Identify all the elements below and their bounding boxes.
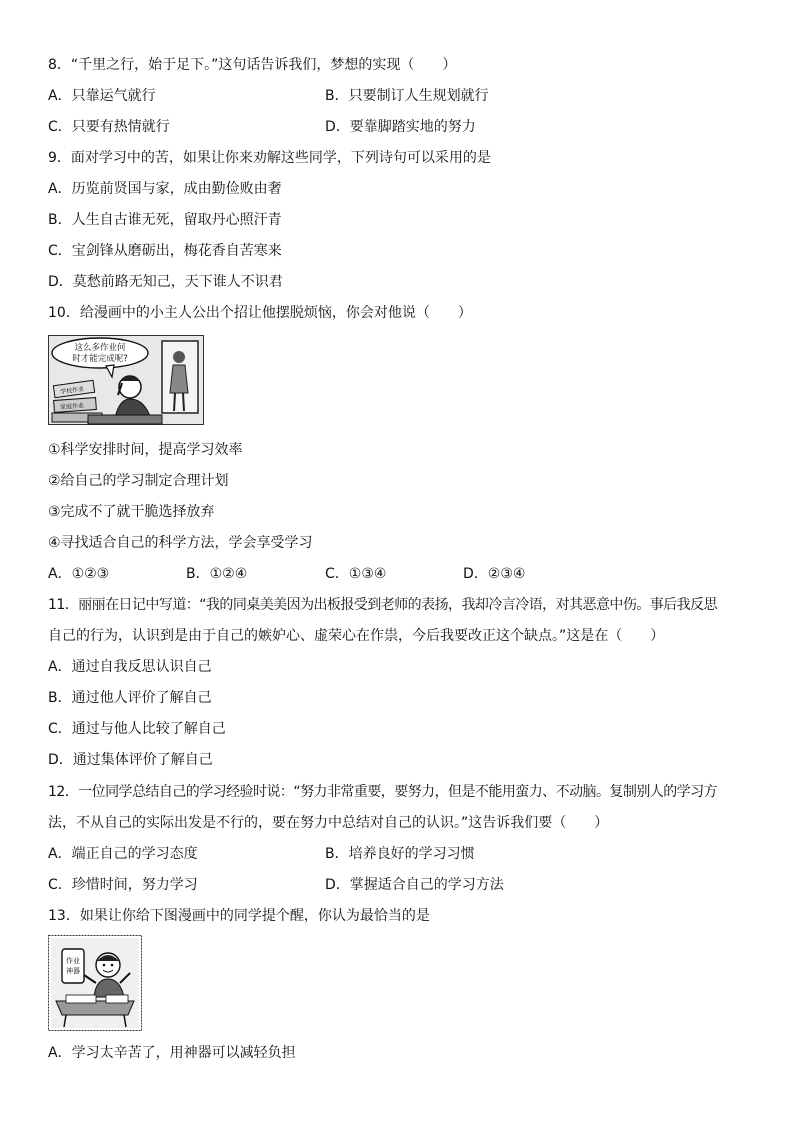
q8-option-c: C．只要有热情就行 (48, 119, 170, 135)
q12-option-a: A．端正自己的学习态度 (48, 846, 198, 862)
bubble-text-2: 时才能完成呢? (72, 354, 128, 364)
q10-option-d: D．②③④ (463, 566, 526, 582)
q13-option-a: A．学习太辛苦了，用神器可以减轻负担 (48, 1045, 296, 1061)
q8-option-b: B．只要制订人生规划就行 (325, 88, 489, 104)
q11-option-d: D．通过集体评价了解自己 (48, 752, 213, 768)
q10-stem: 10．给漫画中的小主人公出个招让他摆脱烦恼，你会对他说（ ） (48, 305, 472, 321)
q10-option-a: A．①②③ (48, 566, 110, 582)
q10-item-4: ④寻找适合自己的科学方法，学会享受学习 (48, 535, 313, 551)
mother-head (173, 351, 185, 363)
bubble-text-1: 这么多作业何 (74, 343, 126, 353)
q10-item-2: ②给自己的学习制定合理计划 (48, 473, 229, 489)
q9-stem: 9．面对学习中的苦，如果让你来劝解这些同学，下列诗句可以采用的是 (48, 150, 491, 166)
q12-option-c: C．珍惜时间，努力学习 (48, 877, 198, 893)
book-home-label: 家庭作业 (59, 402, 85, 412)
device-label-1: 作业 (66, 957, 80, 965)
q10-option-c: C．①③④ (325, 566, 387, 582)
device-label-2: 神器 (66, 967, 80, 975)
q12-option-b: B．培养良好的学习习惯 (325, 846, 475, 862)
q8-stem: 8．“千里之行，始于足下。”这句话告诉我们，梦想的实现（ ） (48, 57, 457, 73)
q10-item-3: ③完成不了就干脆选择放弃 (48, 504, 215, 520)
q10-item-1: ①科学安排时间，提高学习效率 (48, 442, 243, 458)
q9-option-c: C．宝剑锋从磨砺出，梅花香自苦寒来 (48, 243, 282, 259)
q12-stem-line2: 法，不从自己的实际出发是不行的，要在努力中总结对自己的认识。”这告诉我们要（ ） (48, 815, 609, 831)
q9-option-b: B．人生自古谁无死，留取丹心照汗青 (48, 212, 282, 228)
q11-stem-line2: 自己的行为，认识到是由于自己的嫉妒心、虚荣心在作祟，今后我要改正这个缺点。”这是在（ ） (48, 628, 665, 644)
q13-cartoon (48, 935, 142, 1031)
q10-option-b: B．①②④ (186, 566, 248, 582)
q10-cartoon (48, 335, 204, 425)
q12-option-d: D．掌握适合自己的学习方法 (325, 877, 504, 893)
book-school-label: 学校作业 (59, 385, 85, 396)
device-shape (62, 949, 84, 983)
q8-option-a: A．只靠运气就行 (48, 88, 156, 104)
desk (88, 415, 162, 424)
q8-option-d: D．要靠脚踏实地的努力 (325, 119, 476, 135)
q13-stem: 13．如果让你给下图漫画中的同学提个醒，你认为最恰当的是 (48, 908, 430, 924)
q9-option-d: D．莫愁前路无知己，天下谁人不识君 (48, 274, 283, 290)
q11-option-b: B．通过他人评价了解自己 (48, 690, 212, 706)
q11-option-a: A．通过自我反思认识自己 (48, 659, 212, 675)
q11-option-c: C．通过与他人比较了解自己 (48, 721, 226, 737)
q11-stem-line1: 11．丽丽在日记中写道：“我的同桌美美因为出板报受到老师的表扬，我却冷言冷语，对其恶意中伤。事后我反思 (48, 597, 718, 613)
q9-option-a: A．历览前贤国与家，成由勤俭败由奢 (48, 181, 282, 197)
mother-body (170, 365, 188, 393)
q12-stem-line1: 12．一位同学总结自己的学习经验时说：“努力非常重要，要努力，但是不能用蛮力、不动脑。复制别人的学习方 (48, 784, 718, 800)
